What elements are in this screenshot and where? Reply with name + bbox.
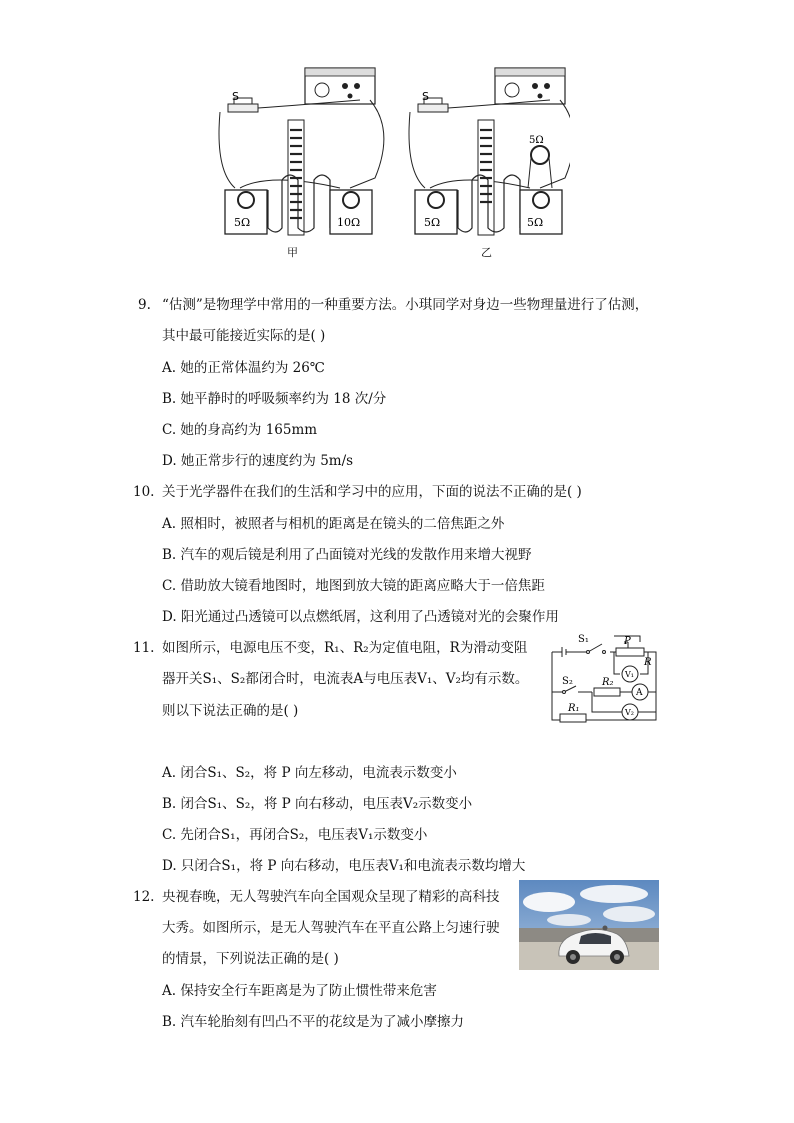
q11-option-d: D. 只闭合S₁，将 P 向右移动，电压表V₁和电流表示数均增大 — [162, 858, 526, 874]
q12-option-a: A. 保持安全行车距离是为了防止惯性带来危害 — [162, 983, 437, 999]
circuit-label-r1: R₁ — [568, 703, 580, 714]
q11-option-c: C. 先闭合S₁，再闭合S₂，电压表V₁示数变小 — [162, 827, 428, 843]
q11-option-a: A. 闭合S₁、S₂，将 P 向左移动，电流表示数变小 — [162, 765, 457, 781]
circuit-label-r: R — [644, 657, 652, 668]
q9-number: 9. — [138, 297, 151, 313]
q10-option-d: D. 阳光通过凸透镜可以点燃纸屑，这利用了凸透镜对光的会聚作用 — [162, 609, 559, 625]
q12-stem-line1: 央视春晚，无人驾驶汽车向全国观众呈现了精彩的高科技 — [162, 889, 500, 905]
apparatus-left — [219, 68, 384, 235]
circuit-label-a: A — [636, 688, 643, 698]
q10-number: 10. — [133, 484, 155, 500]
q9-option-b: B. 她平静时的呼吸频率约为 18 次/分 — [162, 391, 387, 407]
switch-label-right: S — [422, 90, 429, 103]
q10-option-b: B. 汽车的观后镜是利用了凸面镜对光线的发散作用来增大视野 — [162, 547, 532, 563]
circuit-label-p: P — [624, 636, 631, 647]
q11-circuit-diagram — [548, 632, 660, 728]
q11-number: 11. — [133, 640, 155, 656]
circuit-label-s1: S₁ — [578, 634, 589, 645]
q11-stem-line1: 如图所示，电源电压不变，R₁、R₂为定值电阻，R为滑动变阻 — [162, 640, 528, 656]
q11-stem-line3: 则以下说法正确的是( ) — [162, 703, 299, 719]
figure-caption-right: 乙 — [481, 246, 492, 259]
q9-option-a: A. 她的正常体温约为 26℃ — [162, 360, 325, 376]
q10-option-a: A. 照相时，被照者与相机的距离是在镜头的二倍焦距之外 — [162, 516, 505, 532]
resistor-label-left-1: 5Ω — [234, 216, 251, 229]
resistor-label-right-2: 5Ω — [527, 216, 544, 229]
switch-label-left: S — [232, 90, 239, 103]
q12-stem-line3: 的情景，下列说法正确的是( ) — [162, 951, 339, 967]
figure-caption-left: 甲 — [287, 246, 298, 259]
q12-option-b: B. 汽车轮胎刻有凹凸不平的花纹是为了减小摩擦力 — [162, 1014, 465, 1030]
circuit-label-s2: S₂ — [562, 676, 573, 687]
resistor-label-right-1: 5Ω — [424, 216, 441, 229]
q12-stem-line2: 大秀。如图所示，是无人驾驶汽车在平直公路上匀速行驶 — [162, 920, 500, 936]
q11-stem-line2: 器开关S₁、S₂都闭合时，电流表A与电压表V₁、V₂均有示数。 — [162, 671, 529, 687]
circuit-label-r2: R₂ — [602, 677, 614, 688]
q10-stem: 关于光学器件在我们的生活和学习中的应用，下面的说法不正确的是( ) — [162, 484, 582, 500]
circuit-label-v1: V₁ — [625, 670, 634, 679]
resistor-label-left-2: 10Ω — [337, 216, 361, 229]
driverless-car-photo — [519, 880, 659, 970]
resistor-label-right-external: 5Ω — [529, 135, 544, 146]
q11-option-b: B. 闭合S₁、S₂，将 P 向右移动，电压表V₂示数变小 — [162, 796, 473, 812]
circuit-label-v2: V₂ — [625, 708, 634, 717]
q9-option-d: D. 她正常步行的速度约为 5m/s — [162, 453, 354, 469]
q10-option-c: C. 借助放大镜看地图时，地图到放大镜的距离应略大于一倍焦距 — [162, 578, 545, 594]
joule-heating-figure — [210, 60, 570, 260]
q12-number: 12. — [133, 889, 155, 905]
apparatus-right — [409, 68, 570, 235]
q9-stem-line1: “估测”是物理学中常用的一种重要方法。小琪同学对身边一些物理量进行了估测， — [162, 297, 649, 313]
q9-stem-line2: 其中最可能接近实际的是( ) — [162, 328, 326, 344]
q9-option-c: C. 她的身高约为 165mm — [162, 422, 318, 438]
